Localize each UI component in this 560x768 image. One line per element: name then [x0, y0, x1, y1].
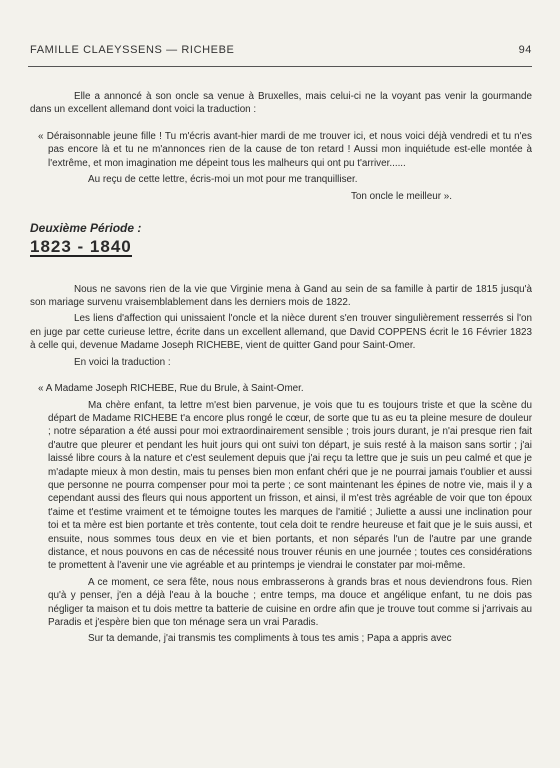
letter-paragraph: Sur ta demande, j'ai transmis tes compliments à tous tes amis ; Papa a appris avec [88, 633, 452, 645]
paragraph: En voici la traduction : [74, 356, 171, 368]
running-header [30, 44, 532, 56]
letter-paragraph: A ce moment, ce sera fête, nous nous embrasserons à grands bras et nous deviendrons fous. Rien qu'à y penser, j'en a déjà l'eau à la bouche ; entre temps, ma douce et angélique enfant, tu ne dois pas négliger ta maison et tu dois mettre ta batterie de cuisine en ordre afin que je trouve tout comme si j'arrivais au Paradis et j'espère bien que ton ménage sera un vrai Paradis. [48, 576, 532, 628]
page-body [30, 90, 532, 649]
paragraph: Nous ne savons rien de la vie que Virginie mena à Gand au sein de sa famille à partir de 1815 jusqu'à son mariage survenu vraisemblablement dans les derniers mois de 1822. [30, 283, 532, 309]
quote-paragraph: Au reçu de cette lettre, écris-moi un mot pour me tranquilliser. [88, 174, 358, 186]
period-label: Deuxième Période : [30, 220, 142, 235]
running-title: FAMILLE CLAEYSSENS — RICHEBE [30, 44, 235, 56]
paragraph: Les liens d'affection qui unissaient l'oncle et la nièce durent s'en trouver singulièrement resserrés si l'on en juge par cette curieuse lettre, écrite dans un excellent allemand, que David COPPENS écrit le 16 Février 1823 à celle qui, devenue Madame Joseph RICHEBE, vient de quitter Gand pour Saint-Omer. [30, 313, 532, 352]
header-rule [28, 66, 532, 67]
quote-paragraph: « Déraisonnable jeune fille ! Tu m'écris avant-hier mardi de me trouver ici, et nous voici déjà vendredi et tu n'es pas encore là et tu ne m'annonces rien de la cause de ton retard ! Aussi mon inquiétude est-elle montée à l'extrême, et mon imagination me dépeint tous les malheurs qui ont pu t'arriver...... [38, 130, 532, 169]
letter-paragraph: Ma chère enfant, ta lettre m'est bien parvenue, je vois que tu es toujours triste et que la scène du départ de Madame RICHEBE t'a encore plus rongé le cœur, de sorte que tu as eu ta pleine mesure de douleur ; notre séparation a été aussi pour moi extraordinairement sensible ; trois jours durant, je n'ai presque rien fait d'autre que pleurer et pendant les huit jours qui ont suivi ton départ, je suis resté à la maison sans sortir ; j'ai laissé libre cours à la nature et c'est seulement depuis que j'ai reçu ta lettre que je suis un peu calmé et que je m'adapte mieux à mon destin, mais tu penses bien mon enfant chéri que je ne pourrai jamais t'oublier et aussi que personne ne pourra compenser pour moi ta perte ; ce sont maintenant les épines de notre vie, mais il y a cependant aussi des fleurs qui nous apportent un frisson, et ainsi, il m'est très agréable de voir que ton époux t'aime et t'estime vraiment et te témoigne toutes les marques de l'amitié ; Juliette a aussi une inclination pour toi et ta mère est bien portante et très contente, tout cela doit te rendre heureuse et fait que je le suis aussi, et ensuite, nous sommes tous deux en vie et bien portants, et non séparés l'un de l'autre par une grande distance, et nous pouvons en cas de nécessité nous trouver réunis en une journée ; toutes ces considérations te promettent à l'avenir une vie agréable et au printemps je viendrai le constater par moi-même. [48, 399, 532, 572]
paragraph: Elle a annoncé à son oncle sa venue à Bruxelles, mais celui-ci ne la voyant pas venir la gourmande dans un excellent allemand dont voici la traduction : [30, 91, 532, 116]
letter-address: « A Madame Joseph RICHEBE, Rue du Brule, à Saint-Omer. [38, 383, 304, 395]
page-number: 94 [518, 44, 532, 56]
quote-signature: Ton oncle le meilleur ». [351, 191, 452, 203]
period-dates: 1823 - 1840 [30, 237, 132, 257]
